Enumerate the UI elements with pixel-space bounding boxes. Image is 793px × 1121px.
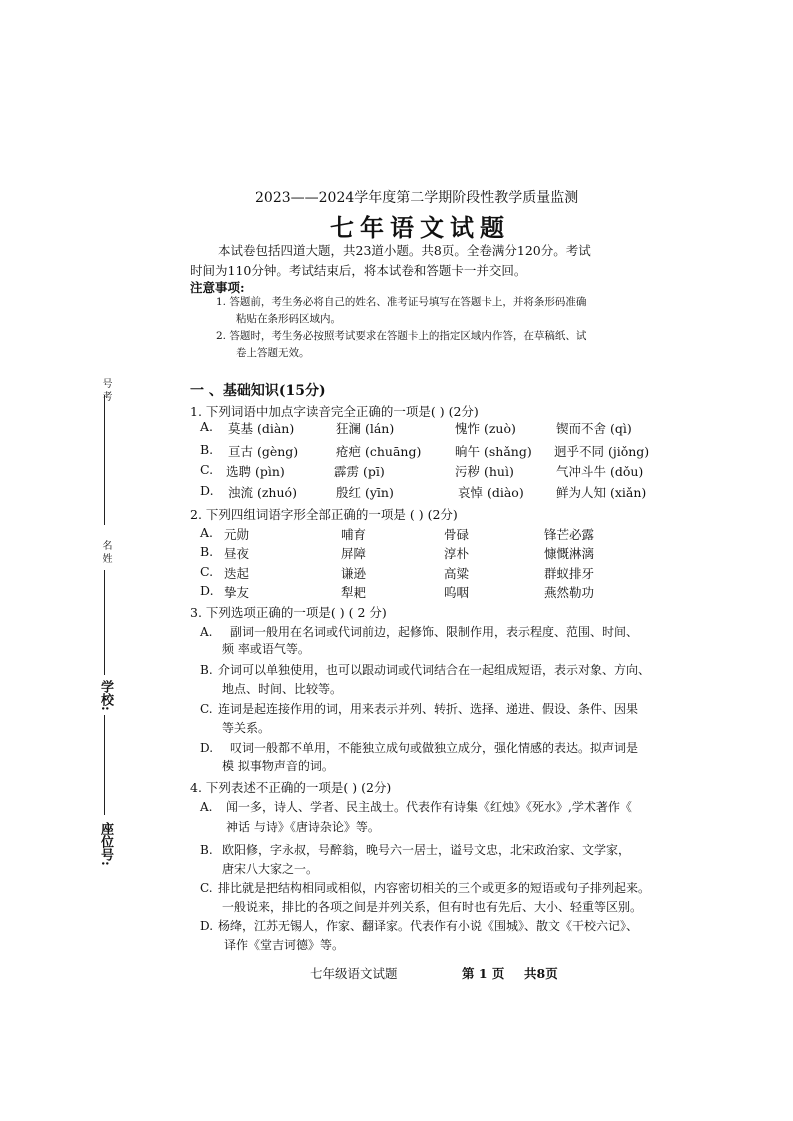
q1-d-w2: 殷红 (yīn)	[336, 485, 394, 500]
q4-c-line-1: 排比就是把结构相同或相似，内容密切相关的三个或更多的短语或句子排列起来。	[218, 881, 651, 895]
section-1-title: 一 、基础知识(15分)	[190, 383, 326, 399]
q1-a-label: A.	[200, 419, 214, 434]
q2-c-w4: 群蚁排牙	[544, 566, 595, 581]
q1-b-w2: 疮疤 (chuāng)	[336, 444, 422, 459]
q4-b-line-1: 欧阳修，字永叔，号醉翁，晚号六一居士，谥号文忠，北宋政治家、文学家，	[222, 843, 631, 857]
q3-a-line-1: 副词一般用在名词或代词前边，起修饰、限制作用，表示程度、范围、时间、	[230, 625, 639, 639]
q2-c-label: C.	[200, 564, 214, 579]
q2-d-w1: 挚友	[224, 585, 250, 600]
binding-label-school: 学校:	[98, 680, 113, 711]
q3-d-label: D.	[200, 741, 214, 755]
q2-c-w1: 迭起	[224, 566, 250, 581]
q2-b-w1: 昼夜	[224, 546, 250, 561]
q1-c-w2: 霹雳 (pī)	[334, 464, 385, 479]
q4-c-line-2: 一般说来，排比的各项之间是并列关系，但有时也有先后、大小、轻重等区别。	[222, 900, 643, 914]
q3-b-label: B.	[200, 663, 213, 677]
q1-a-w4: 锲而不舍 (qì)	[556, 421, 632, 436]
exam-subtitle: 2023——2024学年度第二学期阶段性教学质量监测	[255, 190, 579, 206]
footer-subject: 七年级语文试题	[310, 966, 398, 981]
q1-d-label: D.	[200, 483, 214, 498]
q2-a-w4: 锋芒必露	[544, 527, 595, 542]
q2-a-w1: 元勋	[224, 527, 250, 542]
footer-page-number: 第 1 页	[462, 966, 505, 981]
q2-stem: 2. 下列四组词语字形全部正确的一项是 ( ) (2分)	[190, 507, 458, 522]
q1-b-w4: 迥乎不同 (jiǒng)	[554, 444, 650, 459]
notes-heading: 注意事项:	[190, 280, 245, 295]
q2-b-w4: 慷慨淋漓	[544, 546, 595, 561]
q4-a-line-1: 闻一多，诗人、学者、民主战士。代表作有诗集《红烛》《死水》,学术著作《	[226, 800, 632, 814]
q4-d-label: D.	[200, 919, 214, 933]
q1-d-w1: 浊流 (zhuó)	[228, 485, 297, 500]
q4-a-line-2: 神话 与诗》《唐诗杂论》等。	[226, 820, 380, 834]
q4-b-line-2: 唐宋八大家之一。	[222, 862, 319, 876]
q4-c-label: C.	[200, 881, 213, 895]
q1-c-w4: 气冲斗牛 (dǒu)	[556, 464, 644, 479]
q3-stem: 3. 下列选项正确的一项是( ) ( 2 分)	[190, 605, 387, 620]
note-2b: 卷上答题无效。	[236, 347, 310, 359]
q3-d-line-1: 叹词一般都不单用，不能独立成句或做独立成分，强化情感的表达。拟声词是	[230, 741, 639, 755]
q2-a-w2: 哺育	[341, 527, 367, 542]
q1-b-label: B.	[200, 442, 214, 457]
q3-a-line-2: 频 率或语气等。	[222, 642, 310, 656]
note-1b: 粘贴在条形码区域内。	[236, 313, 341, 325]
q3-b-line-2: 地点、时间、比较等。	[222, 682, 343, 696]
q2-d-w3: 呜咽	[444, 585, 470, 600]
footer-total-pages: 共8页	[524, 966, 558, 981]
q2-d-label: D.	[200, 583, 214, 598]
q3-c-line-2: 等关系。	[222, 721, 271, 735]
q4-d-line-1: 杨绛，江苏无锡人，作家、翻译家。代表作有小说《围城》、散文《干校六记》、	[218, 919, 639, 933]
q2-c-w2: 谦逊	[341, 566, 367, 581]
q4-stem: 4. 下列表述不正确的一项是( ) (2分)	[190, 780, 392, 795]
note-1a: 1. 答题前，考生务必将自己的姓名、准考证号填写在答题卡上，并将条形码准确	[216, 296, 587, 308]
q2-b-label: B.	[200, 544, 214, 559]
q1-d-w4: 鲜为人知 (xiǎn)	[556, 485, 647, 500]
binding-label-seat: 座位号:	[98, 822, 113, 866]
note-2a: 2. 答题时，考生务必按照考试要求在答题卡上的指定区域内作答，在草稿纸、试	[216, 330, 587, 342]
q3-c-label: C.	[200, 702, 213, 716]
q1-b-w1: 亘古 (gèng)	[228, 444, 299, 459]
binding-label-xingming: 名 姓	[100, 540, 111, 564]
q4-a-label: A.	[200, 800, 213, 814]
q2-b-w2: 屏障	[341, 546, 367, 561]
q1-c-w1: 选聘 (pìn)	[226, 464, 285, 479]
q4-b-label: B.	[200, 843, 213, 857]
q1-a-w1: 莫基 (diàn)	[228, 421, 295, 436]
intro-line-2: 时间为110分钟。考试结束后，将本试卷和答题卡一并交回。	[190, 263, 527, 278]
q3-a-label: A.	[200, 625, 213, 639]
q2-b-w3: 淳朴	[444, 546, 470, 561]
q2-d-w2: 犁耙	[341, 585, 367, 600]
q2-c-w3: 高粱	[444, 566, 470, 581]
q3-c-line-1: 连词是起连接作用的词，用来表示并列、转折、选择、递进、假设、条件、因果	[218, 702, 639, 716]
q1-a-w3: 愧怍 (zuò)	[455, 421, 516, 436]
binding-line-mid	[104, 570, 105, 675]
q1-stem: 1. 下列词语中加点字读音完全正确的一项是( ) (2分)	[190, 404, 479, 419]
exam-title: 七年语文试题	[330, 213, 510, 242]
q1-a-w2: 狂澜 (lán)	[336, 421, 395, 436]
q2-d-w4: 燕然勒功	[544, 585, 595, 600]
q3-d-line-2: 模 拟事物声音的词。	[222, 759, 334, 773]
binding-label-kaohao: 号 考	[100, 378, 111, 402]
binding-line-top	[104, 395, 105, 525]
q2-a-w3: 骨碌	[444, 527, 470, 542]
intro-line-1: 本试卷包括四道大题，共23道小题。共8页。全卷满分120分。考试	[218, 243, 591, 258]
q2-a-label: A.	[200, 525, 214, 540]
q4-d-line-2: 译作《堂吉诃德》等。	[224, 938, 345, 952]
q1-c-w3: 污秽 (huì)	[455, 464, 514, 479]
q3-b-line-1: 介词可以单独使用，也可以跟动词或代词结合在一起组成短语，表示对象、方向、	[218, 663, 651, 677]
q1-d-w3: 哀悼 (diào)	[458, 485, 524, 500]
q1-b-w3: 晌午 (shǎng)	[455, 444, 532, 459]
q1-c-label: C.	[200, 462, 214, 477]
binding-line-low	[104, 715, 105, 815]
